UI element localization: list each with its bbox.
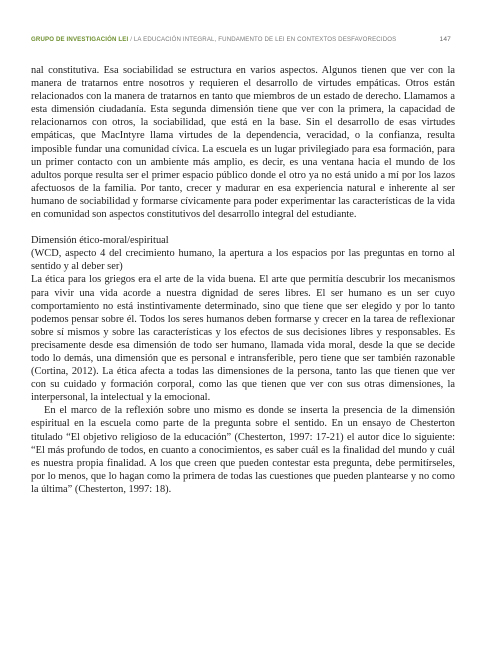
page-number: 147 — [439, 36, 451, 43]
header-group-name: GRUPO DE INVESTIGACIÓN LEI — [31, 36, 129, 43]
body-paragraph-3: En el marco de la reflexión sobre uno mismo es donde se inserta la presencia de la dimensión espiritual en la escuela como parte de la pregunta sobre el sentido. En un ensayo de Chesterton titulado “El objetivo religioso de la educación” (Chesterton, 1997: 17-21) el autor dice lo siguiente: “El más profundo de todos, en cuanto a conocimientos, es saber cuál es la finalidad del mundo y cuál es nuestra propia finalidad. A los que creen que pueden contestar esta pregunta, debe permitírseles, por lo menos, que lo hagan como la primera de todas las cuestiones que pueden plantearse y no como la última” (Chesterton, 1997: 18). — [31, 405, 455, 495]
header-separator: / — [130, 36, 133, 43]
section-heading: Dimensión ético-moral/espiritual — [31, 235, 169, 247]
body-paragraph-2: La ética para los griegos era el arte de la vida buena. El arte que permitía descubrir los mecanismos para vivir una vida acorde a nuestra dignidad de seres libres. El ser humano es un ser cuyo comportamiento no está instintivamente determinado, sino que tiene que ser elegido y por lo tanto podemos pensar sobre él. Todos los seres humanos deben formarse y crecer en la tarea de reflexionar sobre sí mismos y sobre las características y los efectos de sus decisiones libres y responsables. Es precisamente desde esa dimensión de todo ser humano, llamada vida moral, desde la que se decide todo lo demás, una dimensión que es personal e intransferible, pero tiene que ser también razonable (Cortina, 2012). La ética afecta a todas las dimensiones de la persona, tanto las que tienen que ver con su cuidado y formación corporal, como las que tienen que ver con sus otras dimensiones, la interpersonal, la intelectual y la emocional. — [31, 274, 455, 404]
body-paragraph-1: nal constitutiva. Esa sociabilidad se estructura en varios aspectos. Algunos tienen que ver con la manera de tratarnos entre nosotros y requieren el desarrollo de virtudes empáticas. Otros están relacionados con la manera de tratarnos en tanto que miembros de un estado de derecho. Llamamos a esta dimensión ciudadanía. Esta segunda dimensión tiene que ver con la primera, la capacidad de relacionarnos con otros, la sociabilidad, que está en la base. Sin el desarrollo de esas virtudes empáticas, que MacIntyre llama virtudes de la dependencia, veracidad, o la confianza, resulta imposible fundar una comunidad cívica. La escuela es un lugar privilegiado para esa formación, para un primer contacto con un ambiente más amplio, es decir, es una ventana hacia el mundo de los adultos porque resulta ser el primer espacio público donde el otro ya no está unido a mí por los lazos afectuosos de la familia. Por tanto, crecer y madurar en esa experiencia natural e inherente al ser humano de sociabilidad y formarse cívicamente para poder experimentar las características de la vida en comunidad son aspectos constitutivos del desarrollo integral del estudiante. — [31, 65, 455, 221]
header-book-title: LA EDUCACIÓN INTEGRAL, FUNDAMENTO DE LEI EN CONTEXTOS DESFAVORECIDOS — [133, 36, 397, 43]
page-body — [31, 64, 455, 496]
running-header — [31, 36, 451, 48]
section-note: (WCD, aspecto 4 del crecimiento humano, la apertura a los espacios por las preguntas en torno al sentido y al deber ser) — [31, 248, 455, 273]
section-spacer — [31, 221, 455, 234]
